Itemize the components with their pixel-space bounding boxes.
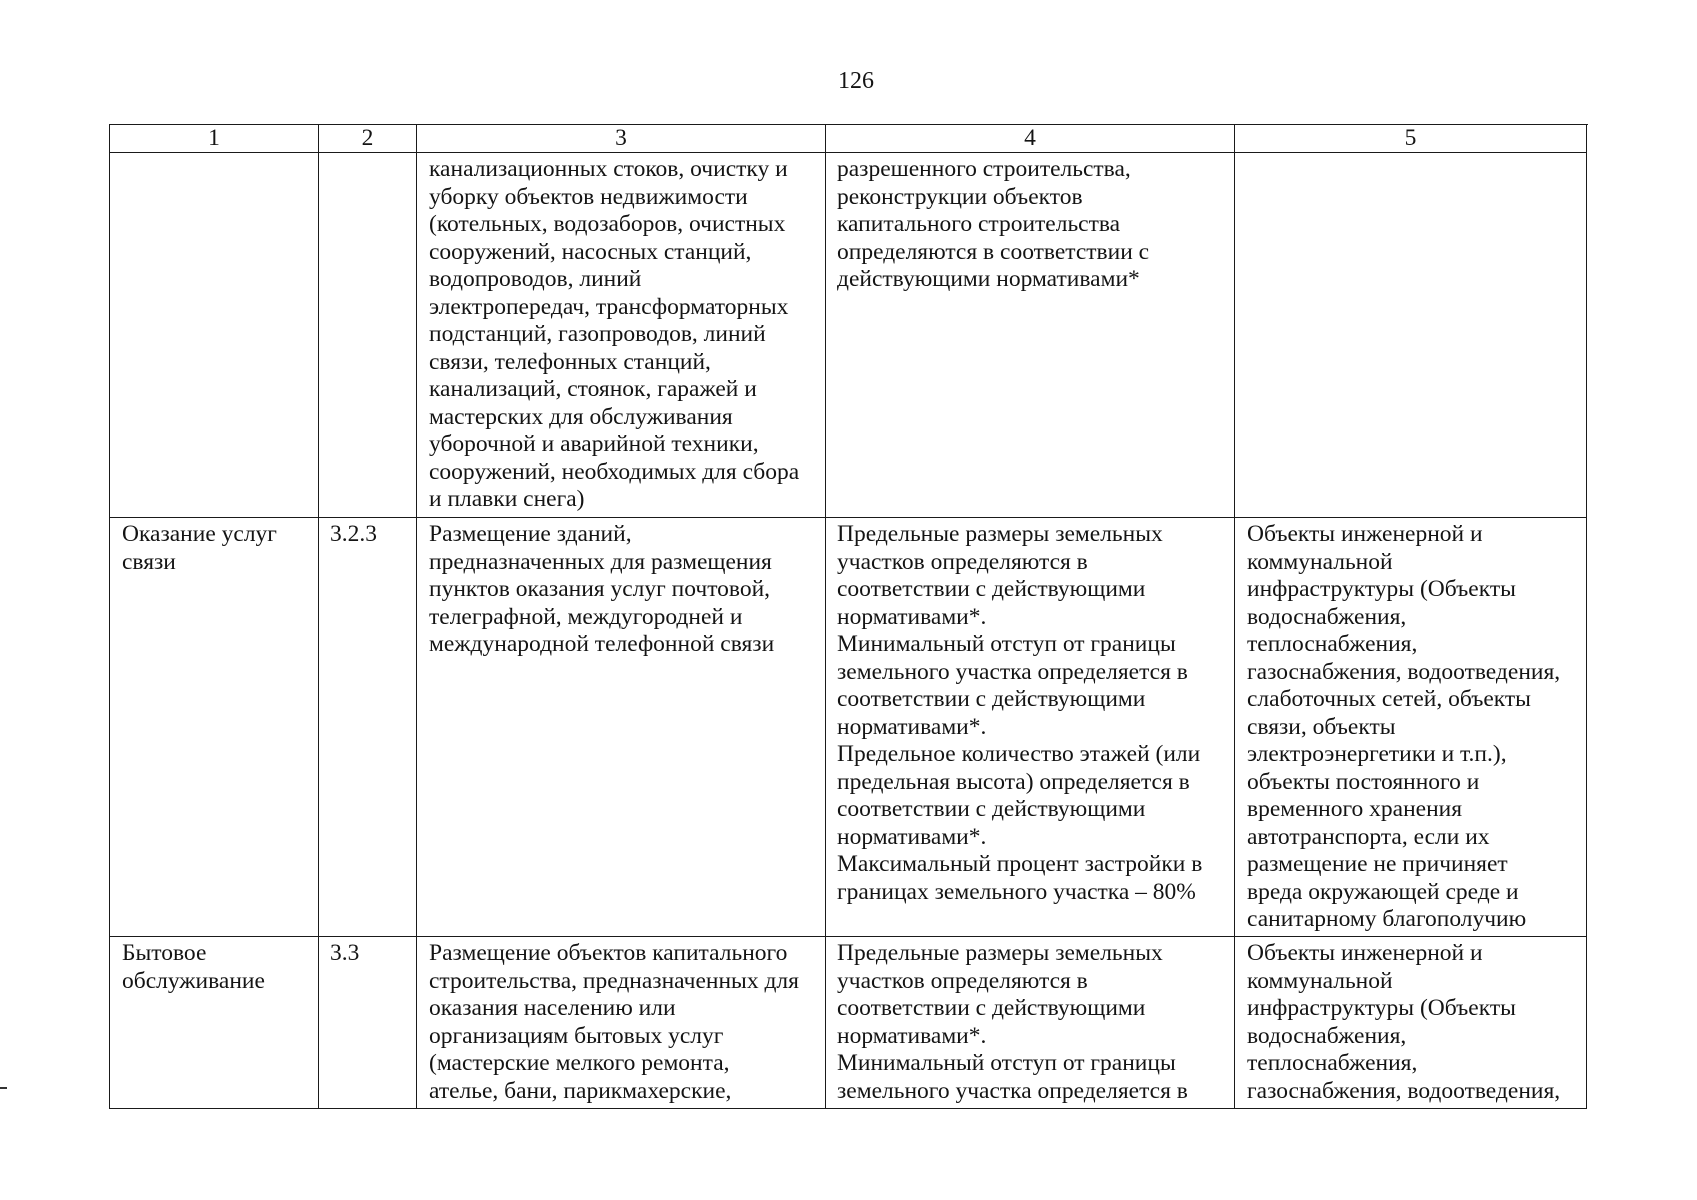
cell-text-line: Предельные размеры земельных bbox=[837, 521, 1163, 547]
cell-col3 bbox=[417, 937, 826, 1109]
table-row bbox=[110, 153, 1588, 518]
cell-text-line: газоснабжения, водоотведения, bbox=[1247, 1077, 1561, 1104]
cell-text-line: земельного участка определяется в bbox=[837, 658, 1188, 685]
cell-text-line: сооружений, необходимых для сбора bbox=[429, 458, 800, 485]
cell-text-line: оказания населению или bbox=[429, 995, 676, 1021]
cell-text-line: и плавки снега) bbox=[429, 486, 585, 512]
cell-text-line: действующими нормативами* bbox=[837, 266, 1140, 292]
cell-text-line: связи bbox=[122, 548, 176, 575]
header-cell-1: 1 bbox=[110, 125, 319, 153]
cell-text-line: газоснабжения, водоотведения, bbox=[1247, 658, 1561, 685]
cell-text-line: вреда окружающей среде и bbox=[1247, 878, 1519, 905]
cell-text-line: разрешенного строительства, bbox=[837, 156, 1131, 182]
cell-col4 bbox=[826, 937, 1235, 1109]
header-cell-4: 4 bbox=[826, 125, 1235, 153]
cell-text-line: участков определяются в bbox=[837, 967, 1088, 994]
header-row bbox=[110, 125, 1588, 153]
cell-text-line: уборку объектов недвижимости bbox=[429, 183, 748, 210]
header-cell-3: 3 bbox=[417, 125, 826, 153]
cell-text-line: нормативами*. bbox=[837, 823, 987, 850]
cell-text-line: обслуживание bbox=[122, 967, 265, 994]
cell-text-line: международной телефонной связи bbox=[429, 631, 775, 657]
header-cell-2: 2 bbox=[319, 125, 417, 153]
cell-text-line: слаботочных сетей, объекты bbox=[1247, 686, 1531, 712]
cell-text-line: реконструкции объектов bbox=[837, 183, 1083, 210]
cell-text-line: ателье, бани, парикмахерские, bbox=[429, 1077, 732, 1104]
cell-text-line: соответствии с действующими bbox=[837, 686, 1146, 712]
cell-col1 bbox=[110, 937, 319, 1109]
cell-text-line: земельного участка определяется в bbox=[837, 1077, 1188, 1104]
cell-text-line: водоснабжения, bbox=[1247, 1022, 1407, 1049]
cell-text-line: теплоснабжения, bbox=[1247, 1050, 1418, 1076]
cell-text-line: участков определяются в bbox=[837, 548, 1088, 575]
cell-text-line: Минимальный отступ от границы bbox=[837, 631, 1176, 657]
cell-text-line: теплоснабжения, bbox=[1247, 631, 1418, 657]
cell-text-line: Объекты инженерной и bbox=[1247, 521, 1483, 547]
cell-text-line: коммунальной bbox=[1247, 967, 1393, 994]
cell-col4 bbox=[826, 518, 1235, 937]
cell-text-line: определяются в соответствии с bbox=[837, 238, 1150, 265]
cell-text-line: капитального строительства bbox=[837, 211, 1121, 237]
cell-text-line: Минимальный отступ от границы bbox=[837, 1050, 1176, 1076]
cell-text-line: Максимальный процент застройки в bbox=[837, 851, 1203, 877]
cell-text-line: уборочной и аварийной техники, bbox=[429, 431, 759, 457]
cell-text-line: границах земельного участка – 80% bbox=[837, 878, 1196, 905]
cell-text-line: объекты постоянного и bbox=[1247, 768, 1480, 795]
cell-text-line: инфраструктуры (Объекты bbox=[1247, 995, 1516, 1021]
cell-text-line: нормативами*. bbox=[837, 1022, 987, 1049]
cell-text-line: соответствии с действующими bbox=[837, 796, 1146, 822]
cell-text-line: подстанций, газопроводов, линий bbox=[429, 321, 766, 347]
cell-text-line: телеграфной, междугородней и bbox=[429, 603, 743, 630]
cell-text-line: мастерских для обслуживания bbox=[429, 403, 733, 430]
cell-col5 bbox=[1235, 518, 1587, 937]
cell-col3 bbox=[417, 518, 826, 937]
cell-col5 bbox=[1235, 937, 1587, 1109]
cell-text-line: автотранспорта, если их bbox=[1247, 823, 1490, 850]
cell-col4 bbox=[826, 153, 1235, 518]
cell-text-line: предназначенных для размещения bbox=[429, 548, 772, 575]
cell-text-line: (котельных, водозаборов, очистных bbox=[429, 211, 786, 237]
cell-text-line: инфраструктуры (Объекты bbox=[1247, 576, 1516, 602]
cell-text-line: пунктов оказания услуг почтовой, bbox=[429, 576, 771, 602]
cell-text-line: связи, телефонных станций, bbox=[429, 348, 711, 375]
cell-text-line: связи, объекты bbox=[1247, 713, 1396, 740]
cell-col2 bbox=[319, 153, 417, 518]
cell-text-line: сооружений, насосных станций, bbox=[429, 238, 752, 265]
cell-text-line: электроэнергетики и т.п.), bbox=[1247, 741, 1507, 767]
cell-text-line: организациям бытовых услуг bbox=[429, 1022, 724, 1049]
cell-text-line: Размещение объектов капитального bbox=[429, 940, 788, 966]
cell-text-line: (мастерские мелкого ремонта, bbox=[429, 1050, 730, 1076]
margin-mark bbox=[0, 1087, 7, 1089]
cell-text-line: Оказание услуг bbox=[122, 521, 277, 547]
cell-text-line: канализационных стоков, очистку и bbox=[429, 156, 788, 182]
cell-col5 bbox=[1235, 153, 1587, 518]
cell-text-line: строительства, предназначенных для bbox=[429, 967, 799, 994]
cell-text-line: нормативами*. bbox=[837, 603, 987, 630]
table-row bbox=[110, 937, 1588, 1109]
cell-text-line: соответствии с действующими bbox=[837, 576, 1146, 602]
cell-text-line: Предельное количество этажей (или bbox=[837, 741, 1201, 767]
cell-text-line: соответствии с действующими bbox=[837, 995, 1146, 1021]
cell-col1 bbox=[110, 153, 319, 518]
cell-text-line: коммунальной bbox=[1247, 548, 1393, 575]
land-use-table bbox=[109, 124, 1588, 1109]
cell-col2: 3.2.3 bbox=[319, 518, 417, 937]
cell-text-line: канализаций, стоянок, гаражей и bbox=[429, 376, 757, 402]
cell-col1 bbox=[110, 518, 319, 937]
header-cell-5: 5 bbox=[1235, 125, 1587, 153]
cell-text-line: электропередач, трансформаторных bbox=[429, 293, 789, 320]
cell-col2: 3.3 bbox=[319, 937, 417, 1109]
cell-col3 bbox=[417, 153, 826, 518]
cell-text-line: Размещение зданий, bbox=[429, 521, 632, 547]
cell-text-line: Бытовое bbox=[122, 940, 207, 966]
cell-text-line: нормативами*. bbox=[837, 713, 987, 740]
cell-text-line: временного хранения bbox=[1247, 796, 1463, 822]
cell-text-line: предельная высота) определяется в bbox=[837, 768, 1190, 795]
page-number: 126 bbox=[838, 68, 874, 94]
cell-text-line: размещение не причиняет bbox=[1247, 851, 1508, 877]
cell-text-line: Объекты инженерной и bbox=[1247, 940, 1483, 966]
cell-text-line: санитарному благополучию bbox=[1247, 906, 1527, 932]
cell-text-line: водопроводов, линий bbox=[429, 266, 642, 292]
table-row bbox=[110, 518, 1588, 937]
cell-text-line: Предельные размеры земельных bbox=[837, 940, 1163, 966]
cell-text-line: водоснабжения, bbox=[1247, 603, 1407, 630]
